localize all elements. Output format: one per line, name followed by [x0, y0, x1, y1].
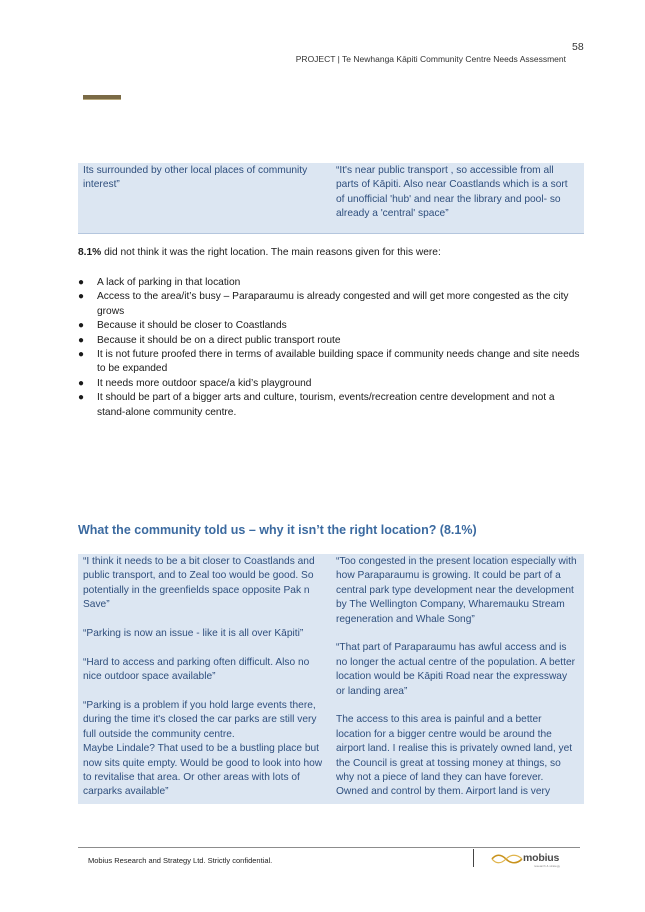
- quote-text: “I think it needs to be a bit closer to Coastlands and public transport, and to Zeal too would be good. So potentially in the greenfields space opposite Pak n Save”: [83, 556, 315, 611]
- list-item: [78, 334, 584, 348]
- section-heading: What the community told us – why it isn’t the right location? (8.1%): [78, 523, 477, 537]
- quote-table-top: [78, 163, 584, 234]
- quote-text: “Hard to access and parking often difficult. Also no nice outdoor space available”: [83, 656, 310, 683]
- logo-subtext: research & strategy: [534, 864, 561, 868]
- bullet-icon: ●: [78, 334, 85, 346]
- bullet-icon: ●: [78, 377, 85, 389]
- list-item-text: A lack of parking in that location: [97, 277, 241, 288]
- quote-table-bottom: [78, 554, 584, 804]
- list-item: [78, 391, 584, 420]
- quote-text: “It's near public transport , so accessible from all parts of Kāpiti. Also near Coastlands which is a sort of unofficial 'hub' and near the library and pool- so already a 'central' space”: [336, 165, 568, 220]
- quote-text: The access to this area is painful and a better location for a bigger centre would be around the airport land. I realise this is privately owned land, yet the Council is great at tossing money at things, so why not a piece of land they can have forever. Owned and control by them. Airport land is very: [336, 714, 573, 798]
- list-item-text: It needs more outdoor space/a kid’s playground: [97, 377, 312, 389]
- mobius-logo: [490, 852, 570, 866]
- bullet-icon: ●: [78, 291, 85, 303]
- reasons-list: [78, 276, 584, 420]
- list-item-text: It is not future proofed there in terms of available building space if community needs change and site needs to be expanded: [97, 349, 580, 375]
- list-item: [78, 319, 584, 333]
- list-item-text: Access to the area/it’s busy – Paraparaumu is already congested and will get more congested as the city grows: [97, 291, 569, 317]
- intro-text: did not think it was the right location. The main reasons given for this were:: [101, 247, 441, 258]
- mobius-infinity-icon: [490, 853, 524, 865]
- logo-wordmark: mobius: [523, 852, 560, 864]
- footer-text: Mobius Research and Strategy Ltd. Strictly confidential.: [88, 856, 273, 865]
- bullet-icon: ●: [78, 392, 85, 404]
- bullet-icon: ●: [78, 277, 85, 288]
- quote-text: “Parking is now an issue - like it is all over Kāpiti”: [83, 628, 304, 640]
- quote-column-right: [336, 555, 578, 800]
- footer-divider: [473, 849, 474, 867]
- list-item-text: Because it should be closer to Coastlands: [97, 320, 287, 332]
- quote-text: “Too congested in the present location especially with how Paraparaumu is growing. It could be part of a central park type development near the development by The Wellington Company, Wharemauku Stream regeneration and Whale Song”: [336, 556, 577, 625]
- footer-rule: [78, 847, 580, 848]
- page-number: 58: [572, 41, 584, 53]
- quote-text: Maybe Lindale? That used to be a bustling place but now sits quite empty. Would be good to look into how to revitalise that area. Or other areas with lots of carparks available”: [83, 743, 323, 798]
- intro-percent: 8.1%: [78, 247, 102, 258]
- quote-column-left: [83, 164, 326, 193]
- list-item: [78, 377, 584, 391]
- accent-bar: [83, 95, 121, 100]
- quote-text: “Parking is a problem if you hold large events there, during the time it's closed the car parks are still very full outside the community centre.: [83, 700, 317, 740]
- list-item: [78, 276, 584, 290]
- intro-paragraph: [78, 247, 441, 258]
- bullet-icon: ●: [78, 320, 85, 332]
- document-header-title: PROJECT | Te Newhanga Kāpiti Community Centre Needs Assessment: [295, 54, 566, 64]
- quote-text: “That part of Paraparaumu has awful access and is no longer the actual centre of the population. A better location would be Kāpiti Road near the expressway or landing area”: [336, 642, 576, 697]
- bullet-icon: ●: [78, 349, 85, 361]
- list-item: [78, 290, 584, 319]
- list-item-text: Because it should be on a direct public transport route: [97, 334, 341, 346]
- quote-column-right: [336, 164, 578, 222]
- list-item-text: It should be part of a bigger arts and culture, tourism, events/recreation centre development and not a stand-alone community centre.: [97, 392, 555, 418]
- quote-text: Its surrounded by other local places of community interest”: [83, 165, 308, 191]
- quote-column-left: [83, 555, 326, 800]
- list-item: [78, 348, 584, 377]
